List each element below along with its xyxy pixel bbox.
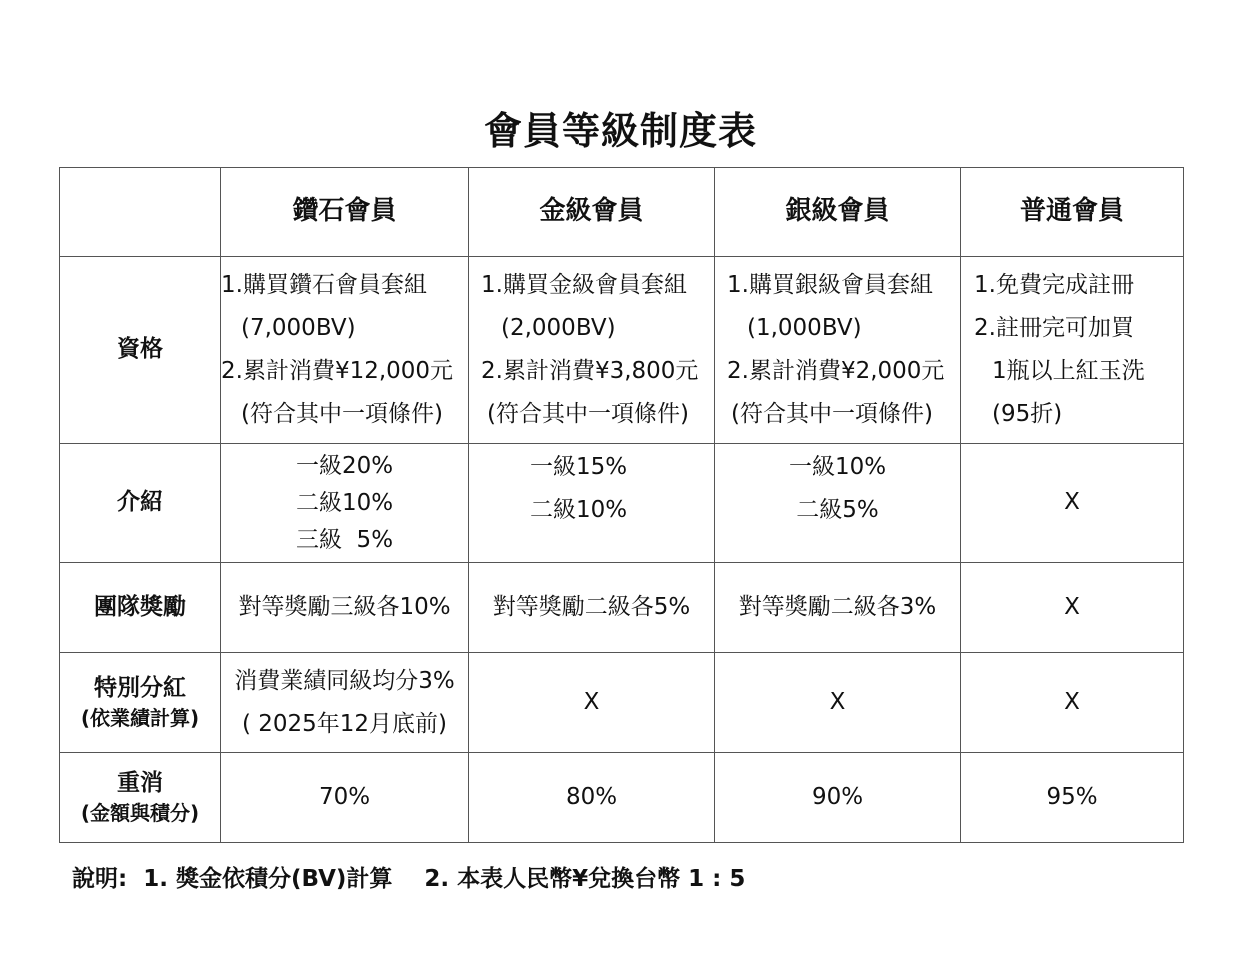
referral-line: 二級5% bbox=[796, 497, 879, 523]
qualification-regular bbox=[961, 257, 1184, 444]
qualification-silver bbox=[715, 257, 961, 444]
repurchase-regular: 95% bbox=[961, 753, 1184, 843]
special-dividend-label: 特別分紅 bbox=[94, 675, 186, 702]
referral-line: 一級15% bbox=[529, 454, 628, 480]
referral-row bbox=[60, 444, 1184, 563]
qual-line: (符合其中一項條件) bbox=[241, 401, 443, 427]
qual-line: (符合其中一項條件) bbox=[487, 401, 689, 427]
header-diamond: 鑽石會員 bbox=[221, 168, 469, 257]
referral-line: 二級10% bbox=[529, 497, 628, 523]
header-empty-cell bbox=[60, 168, 221, 257]
header-silver: 銀級會員 bbox=[715, 168, 961, 257]
qual-line: 2.累計消費¥3,800元 bbox=[481, 358, 699, 384]
qualification-diamond bbox=[221, 257, 469, 444]
qual-line: (7,000BV) bbox=[241, 315, 356, 341]
qual-line: 2.累計消費¥12,000元 bbox=[221, 358, 454, 384]
qual-line: (符合其中一項條件) bbox=[731, 401, 933, 427]
qual-line: 1.免費完成註冊 bbox=[974, 272, 1134, 298]
header-row bbox=[60, 168, 1184, 257]
row-label-referral: 介紹 bbox=[60, 444, 221, 563]
team-bonus-gold: 對等獎勵二級各5% bbox=[469, 563, 715, 653]
special-dividend-gold: X bbox=[469, 653, 715, 753]
qual-line: (1,000BV) bbox=[747, 315, 862, 341]
team-bonus-diamond: 對等獎勵三級各10% bbox=[221, 563, 469, 653]
referral-line: 二級10% bbox=[295, 489, 394, 516]
team-bonus-silver: 對等獎勵二級各3% bbox=[715, 563, 961, 653]
row-label-repurchase bbox=[60, 753, 221, 843]
row-label-qualification: 資格 bbox=[60, 257, 221, 444]
header-gold: 金級會員 bbox=[469, 168, 715, 257]
referral-silver bbox=[715, 444, 961, 563]
repurchase-row bbox=[60, 753, 1184, 843]
membership-table bbox=[59, 167, 1184, 843]
qual-line: (95折) bbox=[992, 401, 1063, 427]
referral-diamond bbox=[221, 444, 469, 563]
dividend-line: 消費業績同級均分3% bbox=[234, 667, 455, 694]
team-bonus-regular: X bbox=[961, 563, 1184, 653]
page-title: 會員等級制度表 bbox=[483, 109, 757, 153]
repurchase-label: 重消 bbox=[117, 770, 163, 797]
header-regular: 普通會員 bbox=[961, 168, 1184, 257]
footnote: 說明: 1. 獎金依積分(BV)計算 2. 本表人民幣¥兌換台幣 1 : 5 bbox=[72, 866, 746, 892]
qual-line: (2,000BV) bbox=[501, 315, 616, 341]
qual-line: 1瓶以上紅玉洗 bbox=[992, 358, 1145, 384]
special-dividend-sublabel: (依業績計算) bbox=[80, 705, 200, 730]
referral-regular: X bbox=[961, 444, 1184, 563]
special-dividend-diamond bbox=[221, 653, 469, 753]
dividend-line: ( 2025年12月底前) bbox=[241, 710, 448, 737]
team-bonus-row bbox=[60, 563, 1184, 653]
qual-line: 1.購買鑽石會員套組 bbox=[221, 272, 427, 298]
row-label-team-bonus: 團隊獎勵 bbox=[60, 563, 221, 653]
special-dividend-silver: X bbox=[715, 653, 961, 753]
qualification-row bbox=[60, 257, 1184, 444]
repurchase-gold: 80% bbox=[469, 753, 715, 843]
referral-line: 一級10% bbox=[788, 454, 887, 480]
qual-line: 1.購買金級會員套組 bbox=[481, 272, 687, 298]
referral-gold bbox=[469, 444, 715, 563]
referral-line: 三級 5% bbox=[295, 526, 394, 553]
special-dividend-regular: X bbox=[961, 653, 1184, 753]
special-dividend-row bbox=[60, 653, 1184, 753]
repurchase-silver: 90% bbox=[715, 753, 961, 843]
repurchase-sublabel: (金額與積分) bbox=[80, 800, 200, 825]
qual-line: 2.累計消費¥2,000元 bbox=[727, 358, 945, 384]
qual-line: 1.購買銀級會員套組 bbox=[727, 272, 933, 298]
row-label-special-dividend bbox=[60, 653, 221, 753]
qualification-gold bbox=[469, 257, 715, 444]
qual-line: 2.註冊完可加買 bbox=[974, 315, 1134, 341]
referral-line: 一級20% bbox=[295, 452, 394, 479]
repurchase-diamond: 70% bbox=[221, 753, 469, 843]
